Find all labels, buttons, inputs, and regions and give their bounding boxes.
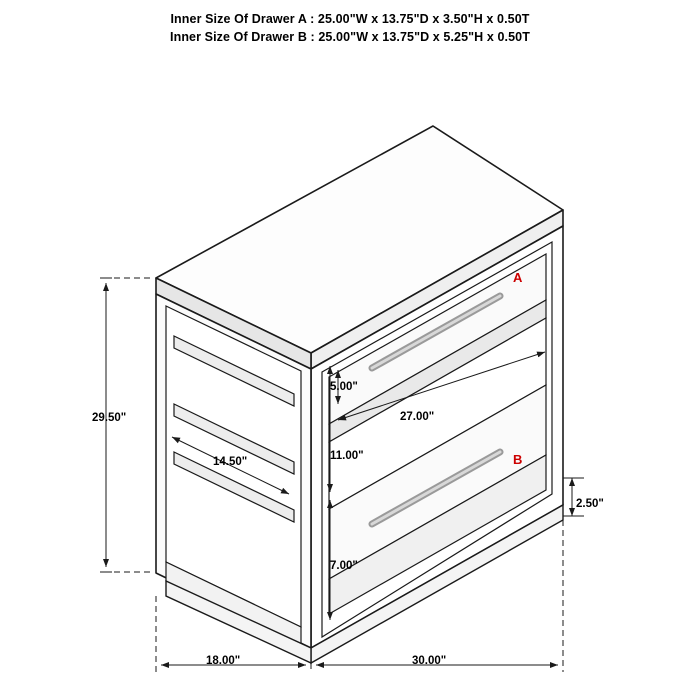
- spec-line-drawer-a: Inner Size Of Drawer A : 25.00"W x 13.75"D x 3.50"H x 0.50T: [170, 12, 530, 26]
- drawer-b-label: B: [513, 452, 523, 467]
- dim-label-opening-bottom: 7.00": [330, 560, 358, 572]
- dim-label-opening-top: 5.00": [330, 381, 358, 393]
- dim-label-opening-mid: 11.00": [330, 450, 364, 462]
- dim-label-bottom-width: 30.00": [412, 655, 447, 667]
- dim-label-side-depth: 14.50": [213, 456, 248, 468]
- drawer-a-label: A: [513, 270, 523, 285]
- dim-label-bottom-depth: 18.00": [206, 655, 241, 667]
- spec-line-drawer-b: Inner Size Of Drawer B : 25.00"W x 13.75"D x 5.25"H x 0.50T: [170, 30, 530, 44]
- dim-label-base-height: 2.50": [576, 498, 604, 510]
- dim-label-total-height: 29.50": [92, 412, 127, 424]
- dim-label-front-width: 27.00": [400, 411, 435, 423]
